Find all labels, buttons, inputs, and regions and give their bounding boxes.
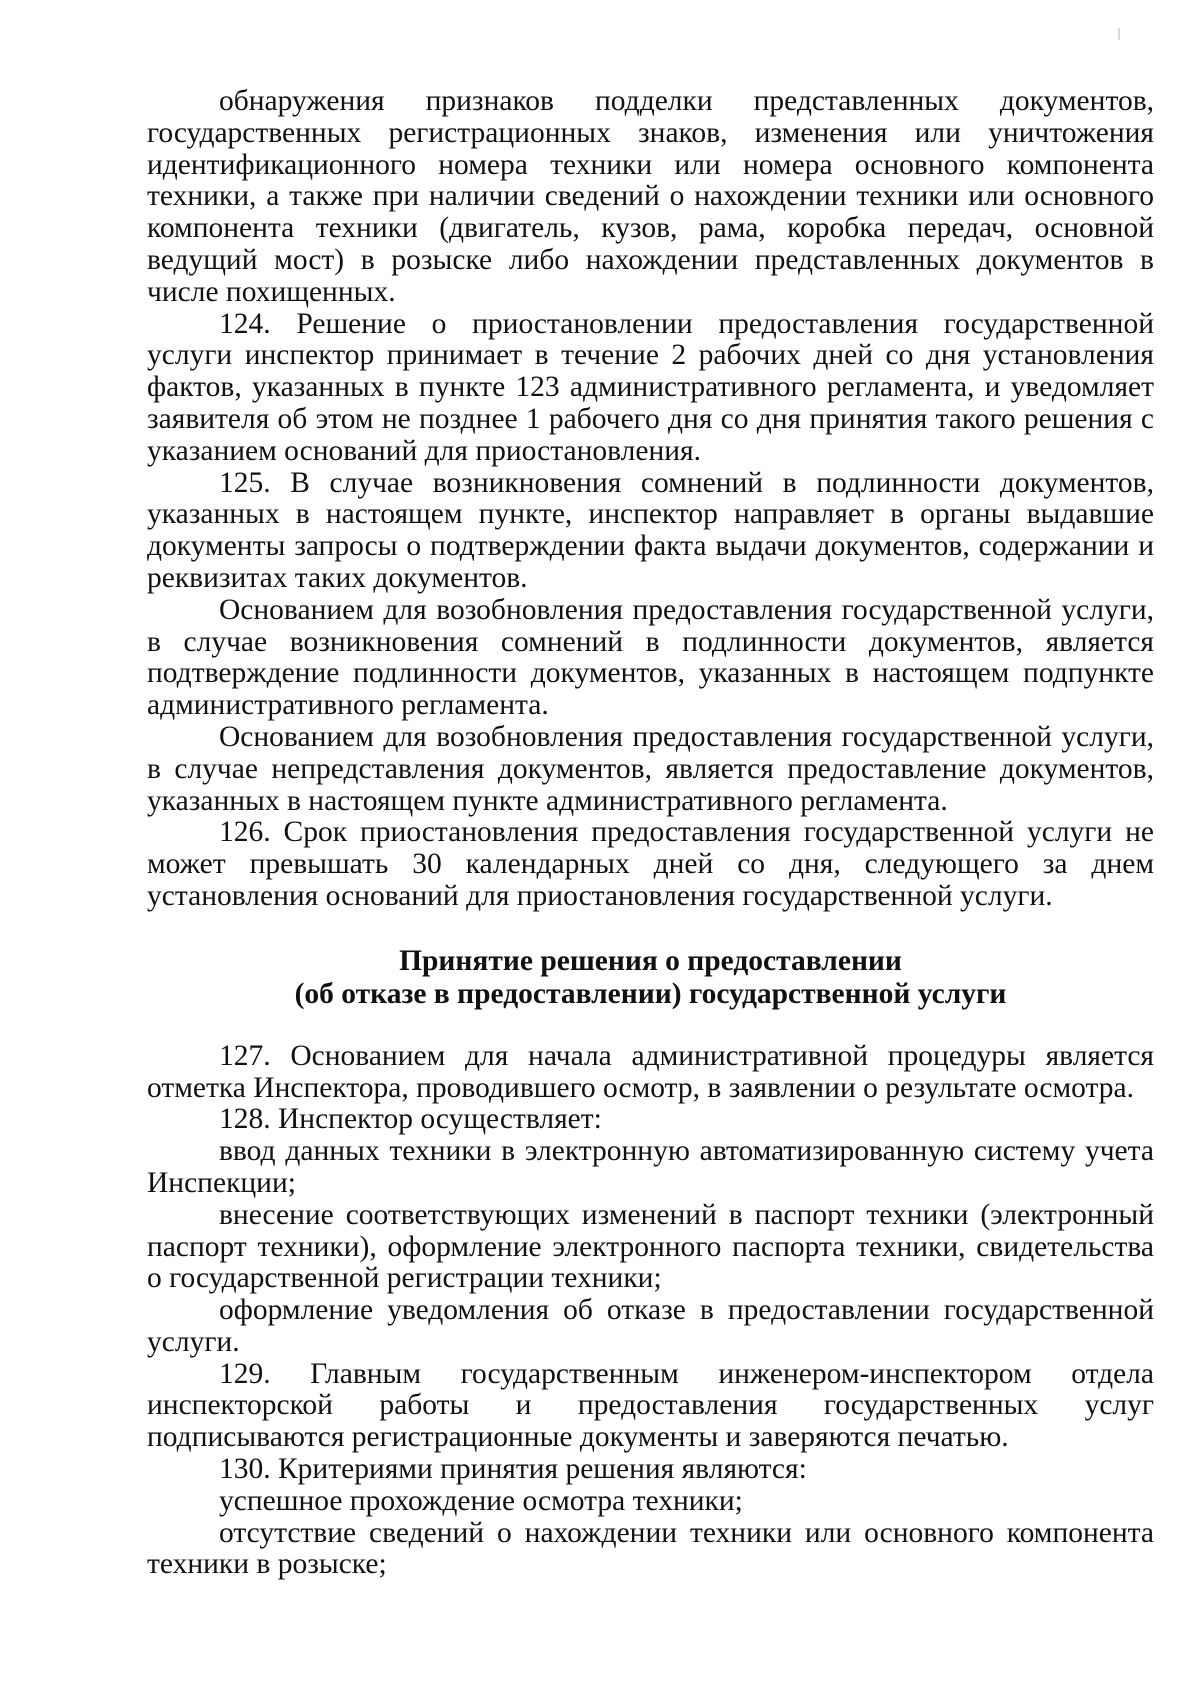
section-heading-line-1: Принятие решения о предоставлении (399, 944, 902, 977)
document-body (147, 86, 1154, 1581)
paragraph-127: 127. Основанием для начала административной процедуры является отметка Инспектора, проводившего осмотр, в заявлении о результате осмотра. (147, 1039, 1154, 1104)
scan-mark (1118, 28, 1120, 40)
paragraph-125-resume-doubt: Основанием для возобновления предоставления государственной услуги, в случае возникновения сомнений в подлинности документов, является подтверждение подлинности документов, указанных в настоящем подпункте административного регламента. (147, 593, 1154, 722)
paragraphs-after-heading (147, 1041, 1154, 1582)
paragraph-128-item-1: ввод данных техники в электронную автоматизированную систему учета Инспекции; (147, 1135, 1154, 1199)
paragraph-130: 130. Критериями принятия решения являются: (219, 1453, 807, 1486)
paragraph-129: 129. Главным государственным инженером-инспектором отдела инспекторской работы и предоставления государственных услуг подписываются регистрационные документы и заверяются печатью. (147, 1357, 1154, 1454)
paragraph-continuation: обнаружения признаков подделки представленных документов, государственных регистрационных знаков, изменения или уничтожения идентификационного номера техники или номера основного компонента техники, а также при наличии сведений о нахождении техники или основного компонента техники (двигатель, кузов, рама, коробка передач, основной ведущий мост) в розыске либо нахождении представленных документов в числе похищенных. (147, 85, 1154, 308)
paragraph-128: 128. Инспектор осуществляет: (219, 1103, 602, 1136)
paragraph-126: 126. Срок приостановления предоставления государственной услуги не может превышать 30 календарных дней со дня, следующего за днем установления оснований для приостановления государственной услуги. (147, 816, 1154, 912)
paragraph-128-item-3: оформление уведомления об отказе в предоставлении государственной услуги. (147, 1294, 1154, 1358)
paragraph-130-item-2: отсутствие сведений о нахождении техники или основного компонента техники в розыске; (147, 1516, 1154, 1581)
section-heading (147, 945, 1154, 1011)
section-heading-line-2: (об отказе в предоставлении) государственной услуги (294, 977, 1007, 1010)
paragraph-125: 125. В случае возникновения сомнений в подлинности документов, указанных в настоящем пункте, инспектор направляет в органы выдавшие документы запросы о подтверждении факта выдачи документов, содержании и реквизитах таких документов. (147, 466, 1154, 594)
paragraph-124: 124. Решение о приостановлении предоставления государственной услуги инспектор принимает в течение 2 рабочих дней со дня установления фактов, указанных в пункте 123 административного регламента, и уведомляет заявителя об этом не позднее 1 рабочего дня со дня принятия такого решения с указанием оснований для приостановления. (147, 307, 1154, 467)
paragraphs-before-heading (147, 309, 1154, 913)
paragraph-128-item-2: внесение соответствующих изменений в паспорт техники (электронный паспорт техники), оформление электронного паспорта техники, свидетельства о государственной регистрации техники; (147, 1198, 1154, 1295)
paragraph-125-resume-missing: Основанием для возобновления предоставления государственной услуги, в случае непредставления документов, является предоставление документов, указанных в настоящем пункте административного регламента. (147, 720, 1154, 817)
paragraph-130-item-1: успешное прохождение осмотра техники; (219, 1484, 743, 1517)
